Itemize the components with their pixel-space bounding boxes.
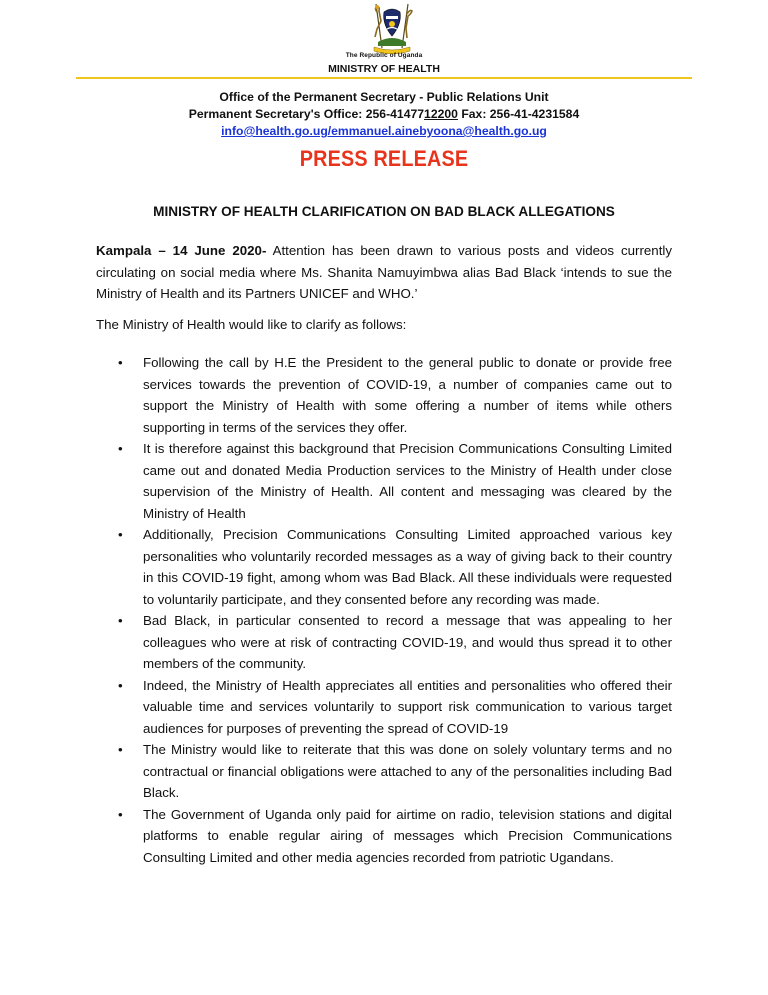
bullet-icon: • — [118, 613, 123, 628]
bullet-icon: • — [118, 677, 123, 693]
bullet-icon: • — [118, 527, 123, 542]
list-item: • Indeed, the Ministry of Health appreciates all entities and personalities who offered their valuable time and services voluntarily to support risk communication to various target audiences for purposes of preventing the spread of COVID-19 — [96, 675, 672, 740]
list-item: • Bad Black, in particular consented to record a message that was appealing to her colleagues who were at risk of contracting COVID-19, and would thus spread it to other members of the community. — [96, 610, 672, 675]
uganda-coat-of-arms-icon — [368, 2, 416, 54]
office-line: Office of the Permanent Secretary - Public Relations Unit — [219, 90, 549, 104]
bullet-icon: • — [118, 806, 123, 822]
office-contact-block — [0, 89, 768, 140]
intro-paragraph — [96, 240, 672, 305]
bullet-icon: • — [118, 742, 123, 757]
bullet-icon: • — [118, 355, 123, 370]
list-item: • Additionally, Precision Communications Consulting Limited approached various key personalities who voluntarily recorded messages as a way of giving back to their country in this COVID-19 fight, among whom was Bad Black. All these individuals were requested to voluntarily participate, and they consented before any recording was made. — [96, 524, 672, 610]
document-title: MINISTRY OF HEALTH CLARIFICATION ON BAD BLACK ALLEGATIONS — [153, 204, 615, 219]
bullet-icon: • — [118, 441, 123, 456]
dateline: Kampala – 14 June 2020- — [96, 243, 267, 258]
phone-prefix: Permanent Secretary's Office: 256-41477 — [188, 107, 425, 121]
list-item: • The Ministry would like to reiterate that this was done on solely voluntary terms and no contractual or financial obligations were attached to any of the personalities including Bad Black. — [96, 739, 672, 804]
republic-label: The Republic of Uganda — [345, 52, 423, 59]
clarify-line: The Ministry of Health would like to clarify as follows: — [96, 317, 407, 332]
email-links[interactable]: info@health.go.ug/emmanuel.ainebyoona@health.go.ug — [221, 124, 547, 138]
phone-line — [0, 106, 768, 123]
list-item: • The Government of Uganda only paid for airtime on radio, television stations and digital platforms to enable regular airing of messages which Precision Communications Consulting Limited and other media agencies recorded from patriotic Ugandans. — [96, 804, 672, 869]
fax-number: Fax: 256-41-4231584 — [457, 107, 580, 121]
press-release-label: PRESS RELEASE — [299, 146, 469, 171]
intro-text: Attention has been drawn to various posts and videos currently circulating on social media where Ms. Shanita Namuyimbwa alias Bad Black ‘intends to sue the Ministry of Health and its Partners UNICEF and WHO.’ — [96, 243, 672, 301]
clarification-list — [96, 352, 672, 868]
ministry-name: MINISTRY OF HEALTH — [328, 63, 440, 75]
header-divider — [76, 77, 692, 79]
list-item: • It is therefore against this background that Precision Communications Consulting Limited came out and donated Media Production services to the Ministry of Health under close supervision of the Ministry of Health. All content and messaging was cleared by the Ministry of Health — [96, 438, 672, 524]
list-item: • Following the call by H.E the President to the general public to donate or provide free services towards the prevention of COVID-19, a number of companies came out to support the Ministry of Health with some offering a number of items while others supporting in terms of the services they offer. — [96, 352, 672, 438]
phone-extension: 12200 — [424, 107, 458, 121]
